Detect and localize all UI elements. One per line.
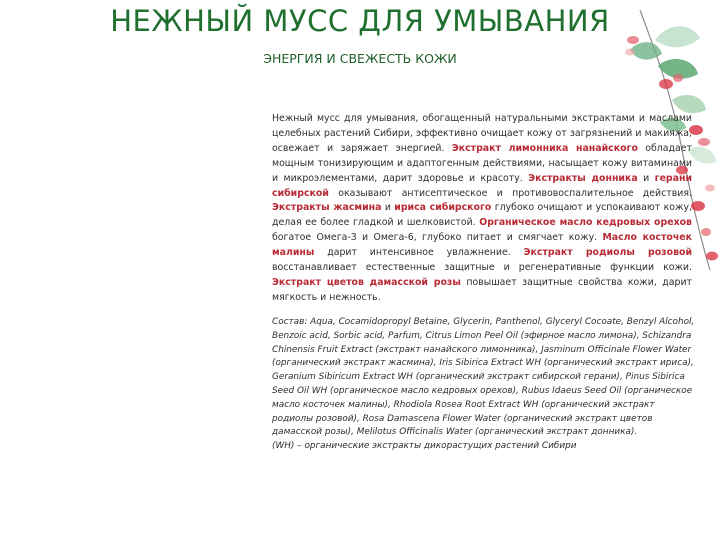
description-text: и [381, 202, 395, 214]
ingredients-line: дамасской розы), Melilotus Officinalis Water (органический экстракт донника). [272, 427, 638, 438]
description-text: восстанавливает естественные защитные и регенеративные функции кожи. [272, 262, 692, 274]
description-text: повышает защитные свойства кожи, дарит мягкость и нежность. [272, 276, 693, 303]
highlighted-ingredient: Масло косточек малины [272, 232, 692, 259]
ingredients-list [272, 316, 704, 454]
description-text: и [637, 172, 655, 184]
product-description [272, 112, 692, 306]
description-text: оказывают антисептическое и противовоспалительное действия. [328, 187, 692, 199]
description-text: Нежный мусс для умывания, обогащенный натуральными экстрактами и маслами целебных растений Сибири, эффективно очищает кожу от загрязнений и макияжа, освежает и заряжает энергией. [272, 113, 692, 154]
ingredients-line: (органический экстракт жасмина), Iris Sibirica Extract WH (органический экстракт ириса), [272, 358, 694, 369]
highlighted-ingredient: Экстракты донника [528, 172, 638, 184]
ingredients-line: Benzoic acid, Sorbic acid, Parfum, Citrus Limon Peel Oil (эфирное масло лимона), Schizandra [272, 330, 692, 341]
ingredients-line: Chinensis Fruit Extract (экстракт нанайского лимонника), Jasminum Officinale Flower Water [272, 344, 692, 355]
ingredients-line: масло косточек малины), Rhodiola Rosea Root Extract WH (органический экстракт [272, 399, 655, 410]
highlighted-ingredient: Органическое масло кедровых орехов [479, 217, 692, 229]
description-text: дарит интенсивное увлажнение. [314, 247, 524, 259]
page-subtitle: ЭНЕРГИЯ И СВЕЖЕСТЬ КОЖИ [263, 51, 457, 66]
highlighted-ingredient: Экстракты жасмина [272, 202, 382, 214]
highlighted-ingredient: Экстракт цветов дамасской розы [272, 276, 461, 288]
highlighted-ingredient: Экстракт родиолы розовой [523, 247, 693, 259]
ingredients-line: Состав: Aqua, Cocamidopropyl Betaine, Glycerin, Panthenol, Glyceryl Cocoate, Benzyl Alcohol, [272, 317, 695, 327]
highlighted-ingredient: герани сибирской [272, 172, 693, 199]
description-text: глубоко очищают и успокаивают кожу, делая ее более гладкой и шелковистой. [272, 202, 692, 229]
ingredients-line: родиолы розовой), Rosa Damascena Flower Water (органический экстракт цветов [272, 413, 653, 424]
highlighted-ingredient: ириса сибирского [394, 202, 492, 214]
ingredients-line: Geranium Sibiricum Extract WH (органический экстракт сибирской герани), Pinus Sibirica [272, 372, 685, 383]
ingredients-line: Seed Oil WH (органическое масло кедровых орехов), Rubus Idaeus Seed Oil (органическое [272, 385, 693, 396]
description-text: богатое Омега-3 и Омега-6, глубоко питает и смягчает кожу. [272, 232, 603, 244]
ingredients-line: (WH) – органические экстракты дикорастущих растений Сибири [272, 441, 577, 452]
highlighted-ingredient: Экстракт лимонника нанайского [451, 142, 638, 154]
description-text: обладает мощным тонизирующим и адаптогенным действиями, насыщает кожу витаминами и микроэлементами, дарит здоровье и красоту. [272, 142, 692, 184]
page-title: НЕЖНЫЙ МУСС ДЛЯ УМЫВАНИЯ [110, 4, 610, 38]
